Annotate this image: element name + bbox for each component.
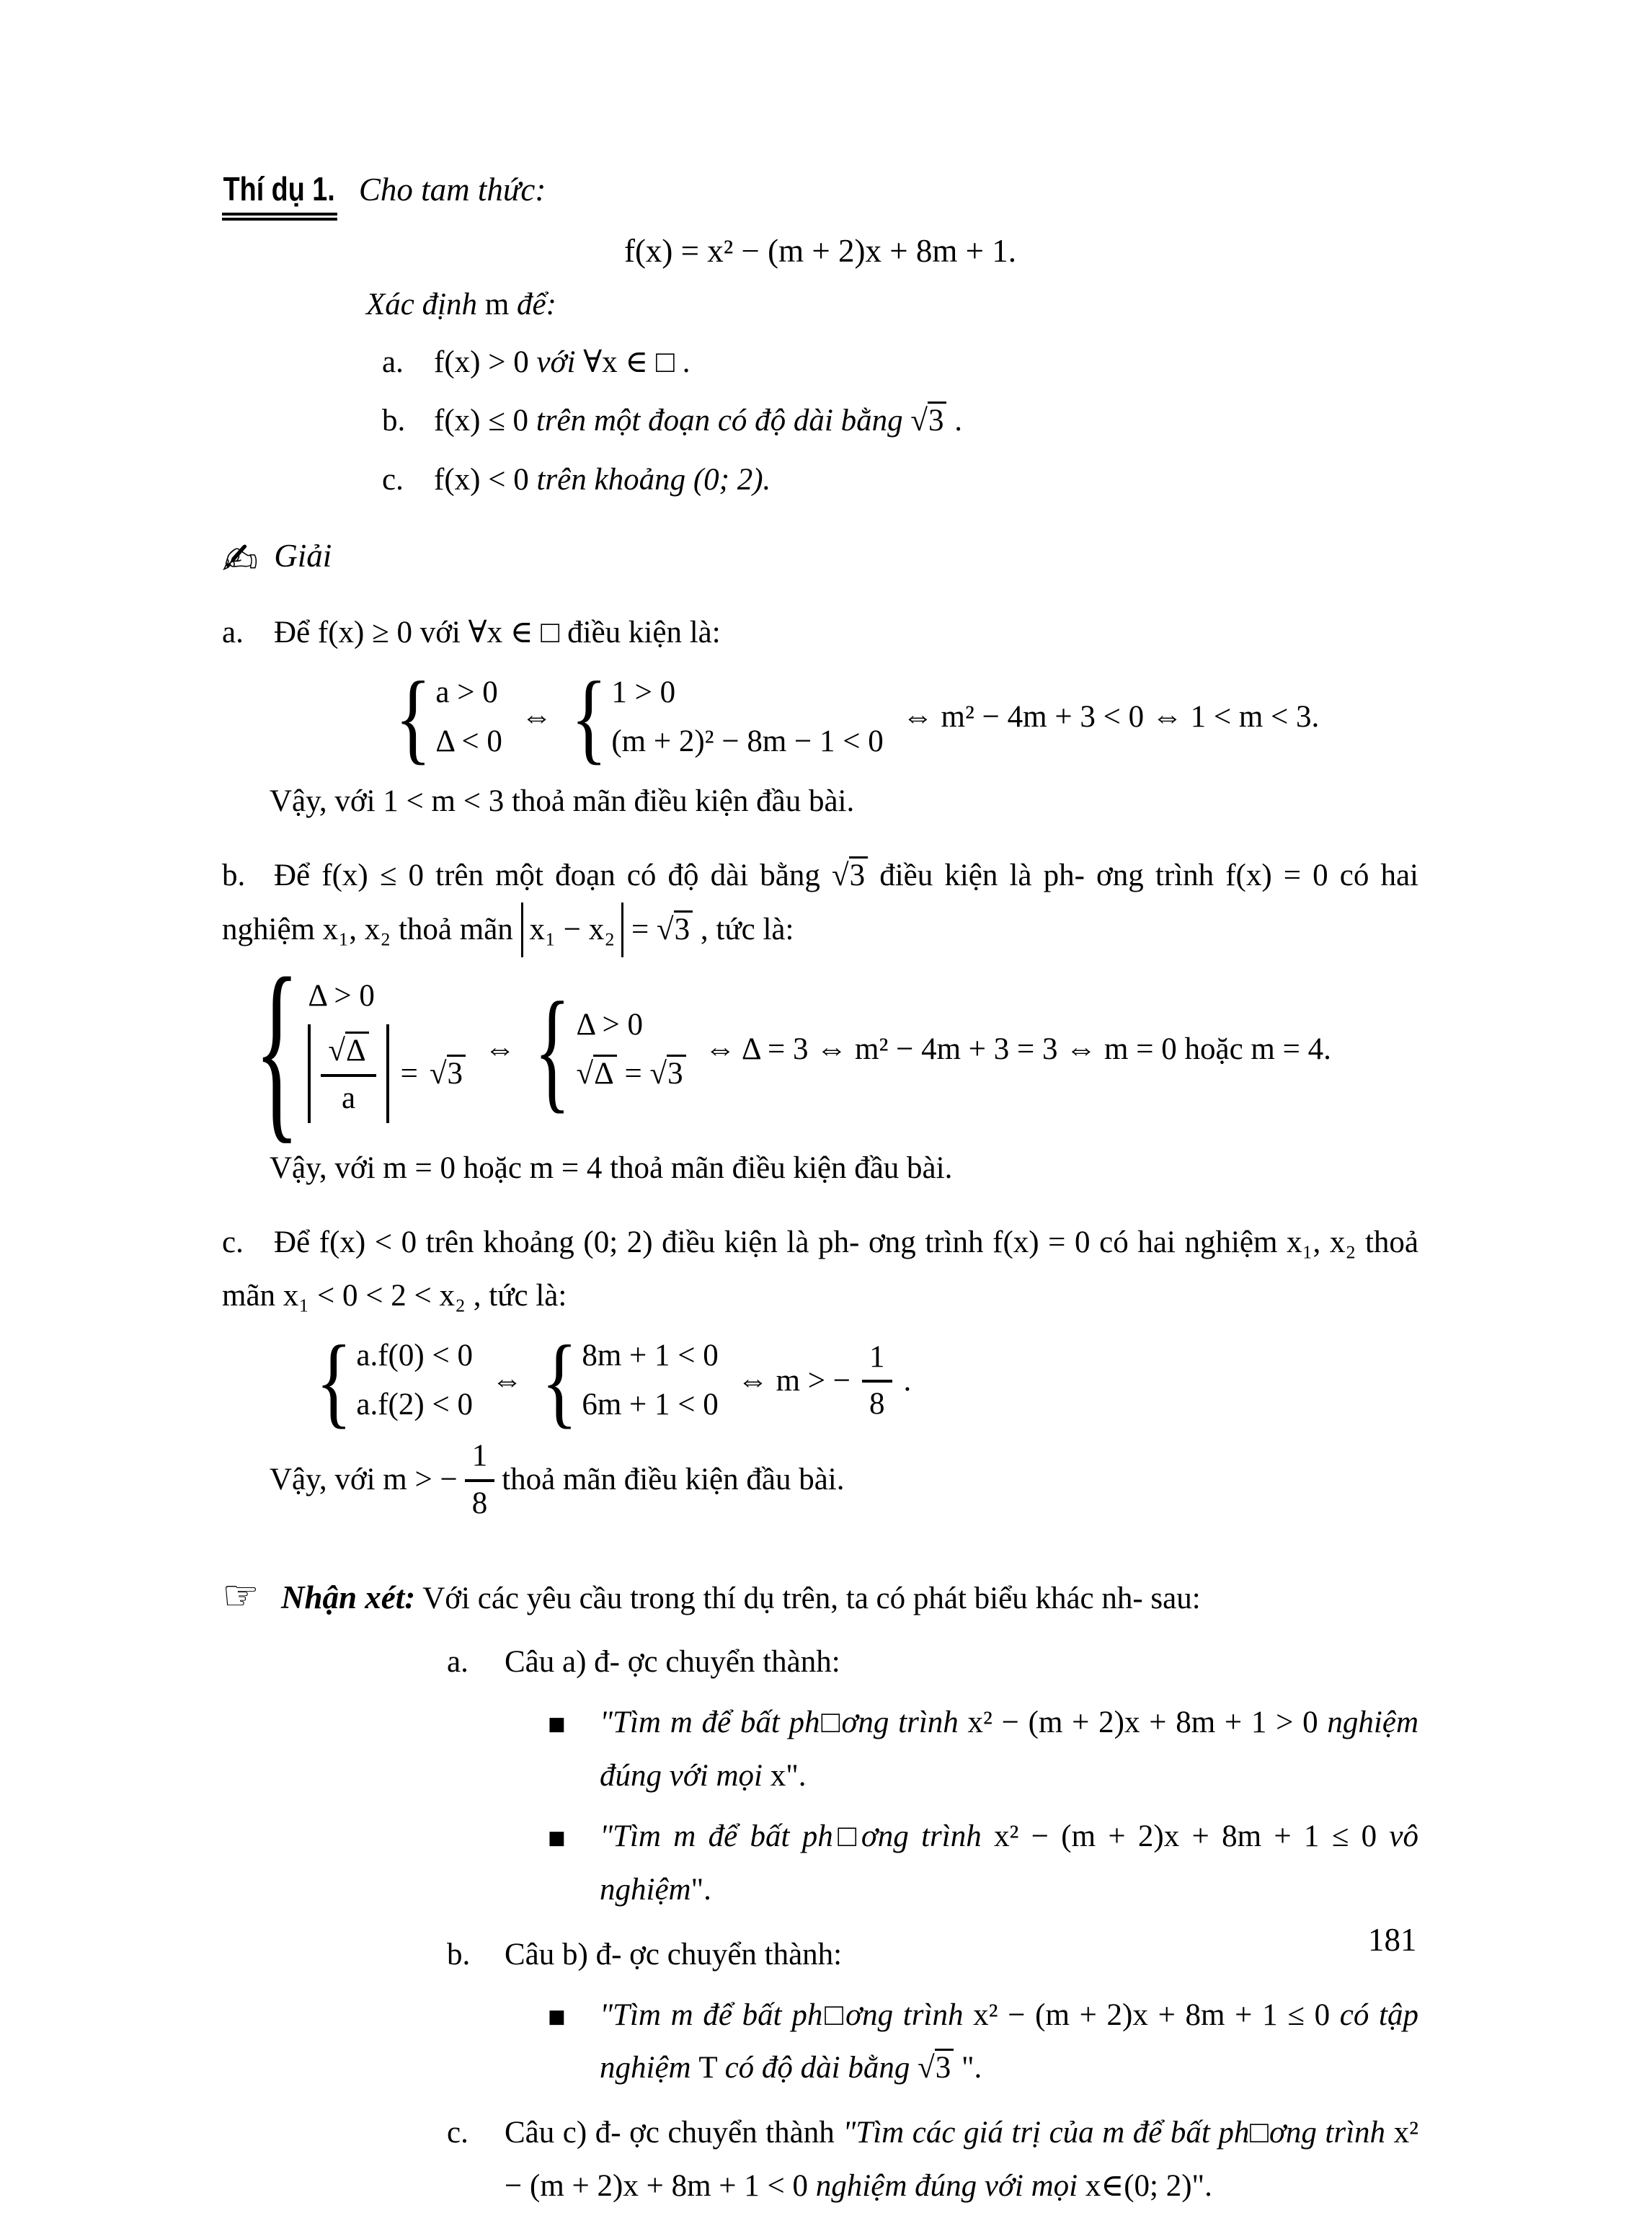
example-header <box>222 166 1418 221</box>
radical-sign: √ <box>910 404 928 438</box>
fraction-denominator: a <box>321 1074 376 1116</box>
iff-sign: ⇔ <box>520 700 552 735</box>
equation-system-b <box>254 938 1418 1161</box>
item-a-marker: a. <box>382 345 404 379</box>
radical-sign: √ <box>429 1056 447 1091</box>
conclusion-c-pre: Vậy, với m > − <box>270 1463 458 1497</box>
cases-block <box>570 660 884 774</box>
left-brace: { <box>316 1323 352 1438</box>
cases-block <box>395 660 502 774</box>
radical-sign: √ <box>657 912 674 946</box>
tail-pre: ⇔ m > − <box>737 1363 851 1398</box>
remark-intro-text: Với các yêu cầu trong thí dụ trên, ta có phát biểu khác nh- sau: <box>422 1582 1201 1615</box>
cases-block <box>541 1323 719 1438</box>
bullet-italic: có độ dài bằng <box>724 2051 918 2085</box>
step-b-lead-1: Để f(x) ≤ 0 trên một đoạn có độ dài bằng <box>274 858 832 892</box>
fraction <box>465 1438 495 1521</box>
radicand: 3 <box>447 1055 466 1091</box>
case-line-fraction <box>308 1024 466 1123</box>
remark-a-bullet-1 <box>548 1696 1418 1803</box>
conclusion-c-post: thoả mãn điều kiện đầu bài. <box>502 1463 845 1497</box>
radicand: Δ <box>345 1032 369 1068</box>
iff-sign: ⇔ <box>484 1032 516 1067</box>
cases-block <box>254 938 466 1161</box>
solution-step-b <box>222 849 1418 957</box>
left-brace: { <box>254 938 300 1161</box>
sqrt-3 <box>910 391 946 451</box>
radicand: 3 <box>935 2049 954 2085</box>
item-a-text: với <box>536 345 576 379</box>
remark-b-marker: b. <box>447 1937 471 1972</box>
conclusion-a: Vậy, với 1 < m < 3 thoả mãn điều kiện đầu bài. <box>270 784 855 818</box>
left-brace: { <box>570 660 608 774</box>
cases-stack <box>582 1336 718 1425</box>
remark-section <box>222 1571 1418 1624</box>
equation-system-c <box>316 1323 1418 1438</box>
example-label: Thí dụ 1. <box>222 166 337 221</box>
conclusion-c <box>270 1438 1418 1521</box>
item-a-condition: f(x) > 0 <box>434 345 537 379</box>
radicand: Δ <box>593 1055 617 1091</box>
radical-sign: √ <box>328 1034 346 1068</box>
item-b-tail: . <box>946 404 962 438</box>
bullet-italic: "Tìm m để bất ph□ơng trình <box>600 1997 974 2032</box>
remark-b-bullet-1 <box>548 1989 1418 2096</box>
item-c-marker: c. <box>382 463 404 497</box>
remark-c-title: Câu c) đ- ợc chuyển thành <box>505 2116 843 2150</box>
problem-item-a <box>382 333 1418 392</box>
step-b-lead-3: , tức là: <box>693 912 794 946</box>
problem-item-c <box>382 451 1418 510</box>
remark-a-bullet-2 <box>548 1810 1418 1917</box>
fraction <box>321 1032 376 1116</box>
bullet-math: x". <box>770 1758 807 1793</box>
step-a-marker: a. <box>222 615 244 649</box>
step-a-lead: Để f(x) ≥ 0 với ∀x ∈ □ điều kiện là: <box>274 615 721 649</box>
bullet-italic: nghiệm đúng với mọi <box>600 1705 1418 1793</box>
bullet-math: x² − (m + 2)x + 8m + 1 ≤ 0 <box>994 1819 1390 1853</box>
problem-item-b <box>382 391 1418 451</box>
case-line: a.f(2) < 0 <box>356 1388 473 1422</box>
step-b-lead-2: điều kiện là ph- ơng trình f(x) = 0 có hai nghiệm x₁, x₂ thoả mãn <box>222 858 1418 946</box>
sqrt-3 <box>918 2041 954 2095</box>
main-equation: f(x) = x² − (m + 2)x + 8m + 1. <box>623 233 1017 270</box>
item-c-condition: f(x) < 0 <box>434 463 537 497</box>
case-line: a > 0 <box>435 675 498 709</box>
conclusion-b: Vậy, với m = 0 hoặc m = 4 thoả mãn điều kiện đầu bài. <box>270 1151 953 1186</box>
remark-label: Nhận xét: <box>281 1579 416 1615</box>
tail-post: . <box>903 1363 912 1398</box>
cases-stack <box>435 673 502 762</box>
iff-sign: ⇔ <box>491 1363 523 1398</box>
case-line: Δ > 0 <box>308 978 375 1013</box>
bullet-italic: "Tìm m để bất ph□ơng trình <box>600 1819 995 1853</box>
case-line: Δ < 0 <box>435 724 502 758</box>
square-bullet-icon: ■ <box>548 1827 566 1849</box>
bullet-math: T <box>698 2051 725 2085</box>
case-line: (m + 2)² − 8m − 1 < 0 <box>611 724 884 758</box>
left-brace: { <box>541 1323 578 1438</box>
remark-intro <box>281 1571 1201 1624</box>
radical-sign: √ <box>831 858 849 892</box>
solution-step-a <box>222 606 1418 660</box>
bullet-text <box>600 1989 1418 2096</box>
writing-hand-icon: ✍ <box>222 533 259 585</box>
remark-item-c <box>447 2106 1418 2213</box>
cases-stack <box>356 1336 473 1425</box>
cases-stack <box>611 673 883 762</box>
solution-heading <box>222 534 1418 585</box>
equation-c-tail <box>737 1339 911 1422</box>
sqrt-delta <box>328 1032 368 1068</box>
page-number: 181 <box>1368 1922 1417 1958</box>
square-bullet-icon: ■ <box>548 2005 566 2028</box>
cases-stack <box>576 1005 685 1094</box>
radicand: 3 <box>667 1055 686 1091</box>
sqrt-delta <box>576 1054 616 1094</box>
remark-c-text <box>505 2106 1418 2213</box>
example-intro: Cho tam thức: <box>358 172 546 208</box>
equals-sign: = <box>624 1056 642 1091</box>
case-line: a.f(0) < 0 <box>356 1339 473 1373</box>
case-line: 1 > 0 <box>611 675 676 709</box>
radical-sign: √ <box>649 1056 667 1091</box>
remark-c-marker: c. <box>447 2116 468 2150</box>
radicand: 3 <box>928 402 947 438</box>
task-text-post: để: <box>509 288 556 322</box>
solution-heading-label: Giải <box>274 537 332 574</box>
equals-sign: = <box>400 1056 418 1091</box>
step-b-marker: b. <box>222 858 246 892</box>
absolute-value-block <box>308 1024 388 1123</box>
radicand: 3 <box>674 910 693 947</box>
square-bullet-icon: ■ <box>548 1713 566 1735</box>
fraction-numerator <box>321 1032 376 1073</box>
item-c-text: trên khoảng (0; 2). <box>536 463 771 497</box>
remark-a-marker: a. <box>447 1644 468 1679</box>
task-statement <box>366 277 1418 332</box>
fraction-numerator: 1 <box>471 1439 488 1473</box>
bullet-math: x² − (m + 2)x + 8m + 1 ≤ 0 <box>973 1997 1340 2032</box>
equals-sign: = <box>623 912 657 946</box>
bullet-italic: vô nghiệm <box>600 1819 1419 1907</box>
bullet-italic: có tập nghiệm <box>600 1997 1418 2085</box>
remark-item-b <box>447 1928 1418 1982</box>
cases-block <box>316 1323 473 1438</box>
case-line: 6m + 1 < 0 <box>582 1388 719 1422</box>
left-brace: { <box>534 973 571 1126</box>
equation-b-tail: ⇔ Δ = 3 ⇔ m² − 4m + 3 = 3 ⇔ m = 0 hoặc m = 4. <box>704 1032 1331 1067</box>
item-b-condition: f(x) ≤ 0 <box>434 404 536 438</box>
radical-sign: √ <box>576 1056 594 1091</box>
step-c-marker: c. <box>222 1225 244 1260</box>
absolute-value: x₁ − x₂ <box>521 903 624 957</box>
sqrt-3 <box>832 849 868 903</box>
sqrt-3 <box>649 1054 685 1094</box>
fraction-denominator: 8 <box>862 1380 892 1422</box>
radical-sign: √ <box>918 2051 935 2085</box>
bullet-text <box>600 1810 1418 1917</box>
pointing-hand-icon: ☞ <box>222 1571 259 1620</box>
fraction-numerator: 1 <box>869 1339 885 1374</box>
bullet-italic: "Tìm m để bất ph□ơng trình <box>600 1705 968 1739</box>
case-line: Δ > 0 <box>576 1008 643 1042</box>
sqrt-3 <box>657 903 693 957</box>
radicand: 3 <box>849 856 869 893</box>
item-a-condition-2: ∀x ∈ □ . <box>575 345 690 379</box>
bullet-math: x² − (m + 2)x + 8m + 1 > 0 <box>967 1705 1328 1739</box>
remark-c-math: x∈(0; 2)". <box>1085 2169 1212 2204</box>
remark-c-math: x² − (m + 2)x + 8m + 1 < 0 <box>505 2116 1418 2204</box>
remark-item-a <box>447 1636 1418 1689</box>
item-b-text: trên một đoạn có độ dài bằng <box>536 404 911 438</box>
remark-c-italic: nghiệm đúng với mọi <box>815 2169 1085 2204</box>
page-content <box>222 166 1418 2213</box>
bullet-math: ". <box>954 2051 982 2085</box>
bullet-text <box>600 1696 1418 1803</box>
sqrt-3 <box>430 1054 466 1094</box>
task-text-pre: Xác định <box>366 288 485 322</box>
left-brace: { <box>395 660 432 774</box>
fraction-denominator: 8 <box>465 1479 495 1521</box>
case-line-radical <box>576 1054 685 1094</box>
bullet-math: ". <box>690 1872 711 1907</box>
equation-system-a <box>395 660 1418 774</box>
equation-a-tail: ⇔ m² − 4m + 3 < 0 ⇔ 1 < m < 3. <box>902 700 1320 735</box>
cases-stack <box>308 976 466 1124</box>
case-line: 8m + 1 < 0 <box>582 1339 719 1373</box>
item-b-marker: b. <box>382 404 406 438</box>
task-variable: m <box>484 288 510 322</box>
solution-step-c <box>222 1216 1418 1323</box>
remark-b-title: Câu b) đ- ợc chuyển thành: <box>505 1937 843 1972</box>
remark-a-title: Câu a) đ- ợc chuyển thành: <box>505 1644 840 1679</box>
fraction <box>862 1339 892 1422</box>
remark-c-italic: "Tìm các giá trị của m để bất ph□ơng trình <box>843 2116 1394 2150</box>
cases-block <box>534 973 686 1126</box>
step-c-lead: Để f(x) < 0 trên khoảng (0; 2) điều kiện là ph- ơng trình f(x) = 0 có hai nghiệm x₁, x₂ thoả mãn x₁ < 0 < 2 < x₂ , tức là: <box>222 1225 1418 1313</box>
